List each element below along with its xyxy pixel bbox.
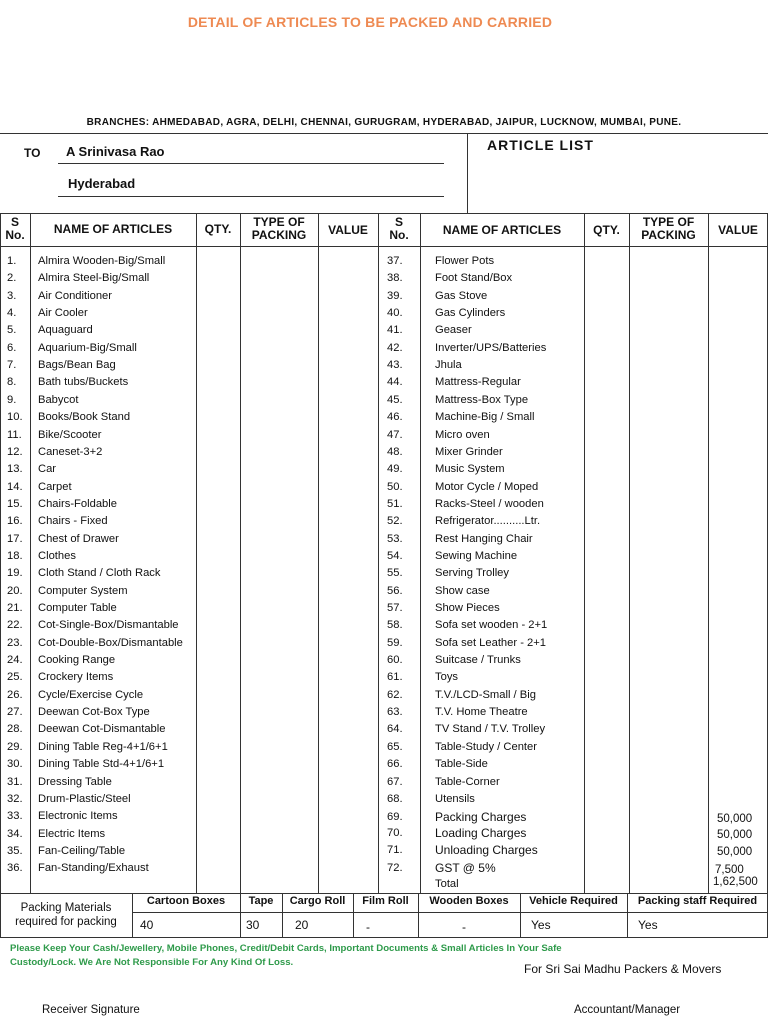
list-item-number: 45. [387,393,403,406]
list-item-number: 66. [387,758,403,771]
list-item-number: 37. [387,255,403,267]
list-item: Table-Corner [435,775,500,788]
list-item: Foot Stand/Box [435,272,513,285]
list-item: Bath tubs/Buckets [38,376,129,389]
header-s-no: S No. [389,215,409,242]
list-item-number: 4. [7,307,17,320]
charge-number: 72. [387,862,403,874]
list-item-number: 59. [387,636,403,649]
header-wooden-boxes: Wooden Boxes [429,895,509,907]
list-item-number: 24. [7,654,23,667]
recipient-name: A Srinivasa Rao [66,144,165,159]
receiver-signature: Receiver Signature [42,1004,140,1016]
list-item: Dining Table Std-4+1/6+1 [38,758,165,771]
list-item: Electronic Items [38,810,118,823]
list-item-number: 62. [387,688,403,701]
list-item: Dining Table Reg-4+1/6+1 [38,740,168,753]
header-vehicle-required: Vehicle Required [529,895,618,907]
list-item: Books/Book Stand [38,411,131,424]
list-item: Computer Table [38,602,117,614]
list-item: Babycot [38,393,79,406]
list-item-number: 53. [387,532,403,545]
name-underline [58,163,444,164]
list-item: Air Conditioner [38,289,112,302]
list-item-number: 68. [387,792,403,805]
document-title: DETAIL OF ARTICLES TO BE PACKED AND CARRIED [187,14,553,30]
list-item-number: 7. [7,359,17,372]
list-item: Cot-Single-Box/Dismantable [38,619,179,632]
list-item-number: 6. [7,341,17,354]
list-item: Mattress-Regular [435,376,521,389]
header-film-roll: Film Roll [362,895,409,907]
tape-value: 30 [246,918,260,932]
city-underline [58,196,444,197]
charge-value: 50,000 [717,829,753,841]
header-tape: Tape [248,895,274,907]
list-item: Cycle/Exercise Cycle [38,688,144,701]
list-item: Racks-Steel / wooden [435,497,544,510]
list-item: Cot-Double-Box/Dismantable [38,636,183,649]
total-label: Total [435,878,459,890]
list-item: Rest Hanging Chair [435,532,533,545]
list-item-number: 40. [387,307,403,320]
list-item-number: 55. [387,567,403,580]
list-item: Caneset-3+2 [38,445,103,458]
header-qty: QTY. [593,223,620,237]
list-item: Refrigerator..........Ltr. [435,515,541,528]
charge-number: 71. [387,844,403,856]
list-item: Gas Stove [435,289,488,302]
charge-value: 50,000 [717,846,753,858]
list-item: Table-Study / Center [435,740,537,753]
list-item: Fan-Ceiling/Table [38,844,126,857]
list-item: Jhula [435,359,462,372]
list-item-number: 10. [7,411,23,424]
list-item: Utensils [435,792,475,805]
list-item-number: 29. [7,740,23,753]
company-name: For Sri Sai Madhu Packers & Movers [524,962,722,976]
header-name: NAME OF ARTICLES [53,222,173,236]
to-label: TO [24,146,41,160]
list-item-number: 31. [7,775,23,788]
header-qty: QTY. [204,222,232,236]
list-item-number: 34. [7,827,23,840]
list-item-number: 38. [387,272,403,285]
list-item-number: 51. [387,497,403,510]
packing-staff-value: Yes [638,918,658,932]
charge-value: 7,500 [715,864,744,876]
list-item: Dressing Table [38,775,112,788]
list-item: Show Pieces [435,602,500,614]
list-item: T.V. Home Theatre [435,706,528,719]
list-item: Machine-Big / Small [435,411,535,424]
list-item-number: 17. [7,532,23,545]
list-item-number: 25. [7,671,23,684]
list-item: Air Cooler [38,307,88,320]
list-item: Almira Steel-Big/Small [38,272,150,285]
list-item: Sewing Machine [435,549,518,562]
list-item: Geaser [435,324,472,337]
charge-name: GST @ 5% [435,861,496,875]
list-item-number: 8. [7,376,17,389]
list-item: TV Stand / T.V. Trolley [435,723,546,736]
accountant-signature: Accountant/Manager [574,1004,681,1016]
header-packing-staff: Packing staff Required [637,895,758,907]
list-item-number: 46. [387,411,403,424]
list-item-number: 26. [7,688,23,701]
list-item-number: 63. [387,706,403,719]
list-item: Carpet [38,480,72,493]
list-item-number: 41. [387,324,403,337]
divider [0,133,768,134]
list-item-number: 61. [387,671,403,684]
list-item-number: 18. [7,549,23,562]
list-item: Toys [435,671,459,684]
list-item: Serving Trolley [435,567,509,580]
list-item: Electric Items [38,827,106,840]
list-item-number: 47. [387,428,403,441]
list-item-number: 21. [7,602,23,614]
list-item: Fan-Standing/Exhaust [38,862,149,875]
list-item-number: 58. [387,619,403,632]
list-item-number: 12. [7,445,23,458]
list-item-number: 36. [7,862,23,875]
list-item: Aquarium-Big/Small [38,341,137,354]
header-type: TYPE OF PACKING [641,215,696,242]
materials-label: Packing Materials required for packing [15,902,117,928]
list-item: Bike/Scooter [38,428,102,441]
total-value: 1,62,500 [713,876,758,888]
charge-value: 50,000 [717,813,753,825]
list-item-number: 52. [387,515,403,528]
list-item: Deewan Cot-Box Type [38,706,150,719]
list-item-number: 64. [387,723,403,736]
list-item: Cloth Stand / Cloth Rack [38,567,161,580]
list-item-number: 11. [7,428,22,441]
list-item: Show case [435,584,490,597]
list-item-number: 20. [7,584,23,597]
vehicle-required-value: Yes [531,918,551,932]
list-item-number: 49. [387,463,403,476]
list-item: T.V./LCD-Small / Big [435,688,536,701]
list-item-number: 65. [387,740,403,753]
list-item: Gas Cylinders [435,307,506,320]
list-item-number: 33. [7,810,23,823]
list-item-number: 30. [7,758,23,771]
list-item-number: 60. [387,654,403,667]
list-item-number: 2. [7,272,17,285]
header-cargo-roll: Cargo Roll [289,895,346,907]
list-item: Mixer Grinder [435,445,503,458]
list-item-number: 39. [387,289,403,302]
list-item: Flower Pots [435,255,495,267]
list-item-number: 67. [387,775,403,788]
list-item: Chest of Drawer [38,532,119,545]
list-item-number: 44. [387,376,403,389]
list-item: Computer System [38,584,128,597]
list-item-number: 54. [387,549,403,562]
header-cartoon-boxes: Cartoon Boxes [146,895,226,907]
list-item-number: 5. [7,324,17,337]
list-item: Crockery Items [38,671,114,684]
recipient-city: Hyderabad [68,176,136,191]
list-item: Cooking Range [38,654,116,667]
charge-number: 69. [387,811,403,823]
list-item-number: 42. [387,341,403,354]
list-item-number: 50. [387,480,403,493]
list-item: Sofa set Leather - 2+1 [435,636,547,649]
list-item-number: 1. [7,255,17,267]
list-item-number: 56. [387,584,403,597]
charge-name: Unloading Charges [435,843,538,857]
header-name: NAME OF ARTICLES [442,223,562,237]
list-item: Table-Side [435,758,488,771]
list-item-number: 15. [7,497,23,510]
list-item: Chairs-Foldable [38,497,117,510]
list-item: Inverter/UPS/Batteries [435,341,547,354]
disclaimer-notice: Please Keep Your Cash/Jewellery, Mobile Phones, Credit/Debit Cards, Important Documents & Small Articles In Your Safe Custody/Lock. We Are Not Responsible For Any Kind Of Loss. [10,943,562,968]
header-value: VALUE [328,223,368,237]
list-item-number: 32. [7,792,23,805]
list-item-number: 16. [7,515,23,528]
list-item-number: 13. [7,463,23,476]
charge-name: Loading Charges [435,826,527,840]
list-item-number: 35. [7,844,23,857]
list-item: Chairs - Fixed [38,515,108,528]
article-list-title: ARTICLE LIST [487,137,594,153]
list-item-number: 43. [387,359,403,372]
list-item: Deewan Cot-Dismantable [38,723,166,736]
list-item: Aquaguard [38,324,93,337]
list-item-number: 27. [7,706,23,719]
header-s-no: S No. [5,215,25,242]
list-item: Micro oven [435,428,490,441]
list-item: Car [38,463,57,476]
branches-line: BRANCHES: AHMEDABAD, AGRA, DELHI, CHENNAI, GURUGRAM, HYDERABAD, JAIPUR, LUCKNOW, MUMBAI, PUNE. [86,117,682,128]
list-item-number: 19. [7,567,23,580]
header-type: TYPE OF PACKING [251,215,307,242]
cargo-roll-value: 20 [295,918,309,932]
list-item: Drum-Plastic/Steel [38,792,131,805]
divider [467,133,468,213]
charge-number: 70. [387,827,403,839]
list-item-number: 28. [7,723,23,736]
wooden-boxes-value: - [462,920,466,934]
charge-name: Packing Charges [435,810,527,824]
list-item-number: 14. [7,480,23,493]
list-item-number: 22. [7,619,23,632]
list-item: Music System [435,463,505,476]
list-item: Motor Cycle / Moped [435,480,539,493]
list-item: Clothes [38,549,76,562]
list-item-number: 3. [7,289,17,302]
list-item: Almira Wooden-Big/Small [38,255,166,267]
cartoon-boxes-value: 40 [140,918,154,932]
header-value: VALUE [718,223,758,237]
list-item-number: 9. [7,393,17,406]
list-item-number: 57. [387,602,403,614]
list-item-number: 48. [387,445,403,458]
list-item: Sofa set wooden - 2+1 [435,619,548,632]
list-item-number: 23. [7,636,23,649]
film-roll-value: - [366,920,370,934]
list-item: Suitcase / Trunks [435,654,521,667]
list-item: Bags/Bean Bag [38,359,116,372]
list-item: Mattress-Box Type [435,393,529,406]
